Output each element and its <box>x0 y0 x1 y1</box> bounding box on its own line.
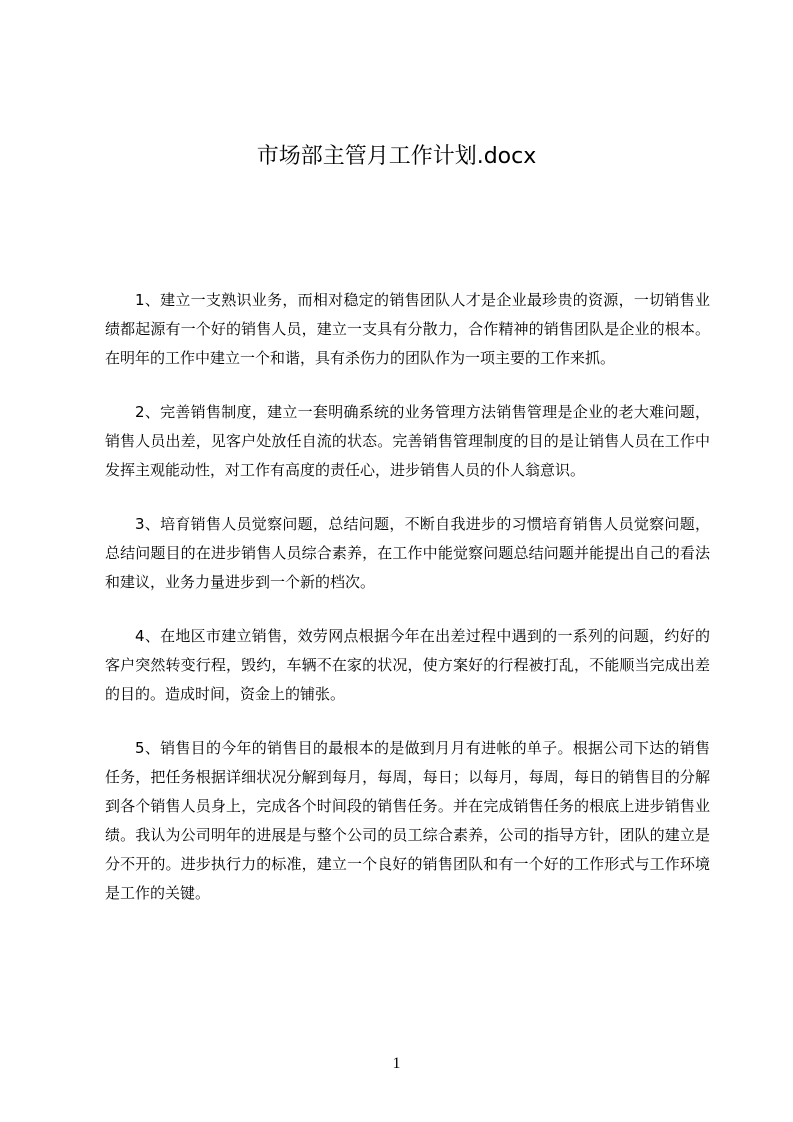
page-number: 1 <box>392 1055 401 1072</box>
document-title: 市场部主管月工作计划.docx <box>256 144 537 169</box>
paragraph-5: 5、销售目的今年的销售目的最根本的是做到月月有进帐的单子。根据公司下达的销售任务，把任务根据详细状况分解到每月，每周，每日；以每月，每周，每日的销售目的分解到各个销售人员身上，完成各个时间段的销售任务。并在完成销售任务的根底上进步销售业绩。我认为公司明年的进展是与整个公司的员工综合素养，公司的指导方针，团队的建立是分不开的。进步执行力的标准，建立一个良好的销售团队和有一个好的工作形式与工作环境是工作的关键。 <box>105 739 710 902</box>
document-body <box>105 286 710 933</box>
paragraph-4: 4、在地区市建立销售，效劳网点根据今年在出差过程中遇到的一系列的问题，约好的客户突然转变行程，毁约，车辆不在家的状况，使方案好的行程被打乱，不能顺当完成出差的目的。造成时间，资金上的铺张。 <box>105 627 710 703</box>
paragraph-1: 1、建立一支熟识业务，而相对稳定的销售团队人才是企业最珍贵的资源，一切销售业绩都起源有一个好的销售人员，建立一支具有分散力，合作精神的销售团队是企业的根本。在明年的工作中建立一个和谐，具有杀伤力的团队作为一项主要的工作来抓。 <box>105 291 710 367</box>
paragraph-2: 2、完善销售制度，建立一套明确系统的业务管理方法销售管理是企业的老大难问题，销售人员出差，见客户处放任自流的状态。完善销售管理制度的目的是让销售人员在工作中发挥主观能动性，对工作有高度的责任心，进步销售人员的仆人翁意识。 <box>105 403 710 479</box>
paragraph-3: 3、培育销售人员觉察问题，总结问题，不断自我进步的习惯培育销售人员觉察问题，总结问题目的在进步销售人员综合素养，在工作中能觉察问题总结问题并能提出自己的看法和建议，业务力量进步到一个新的档次。 <box>105 515 710 591</box>
